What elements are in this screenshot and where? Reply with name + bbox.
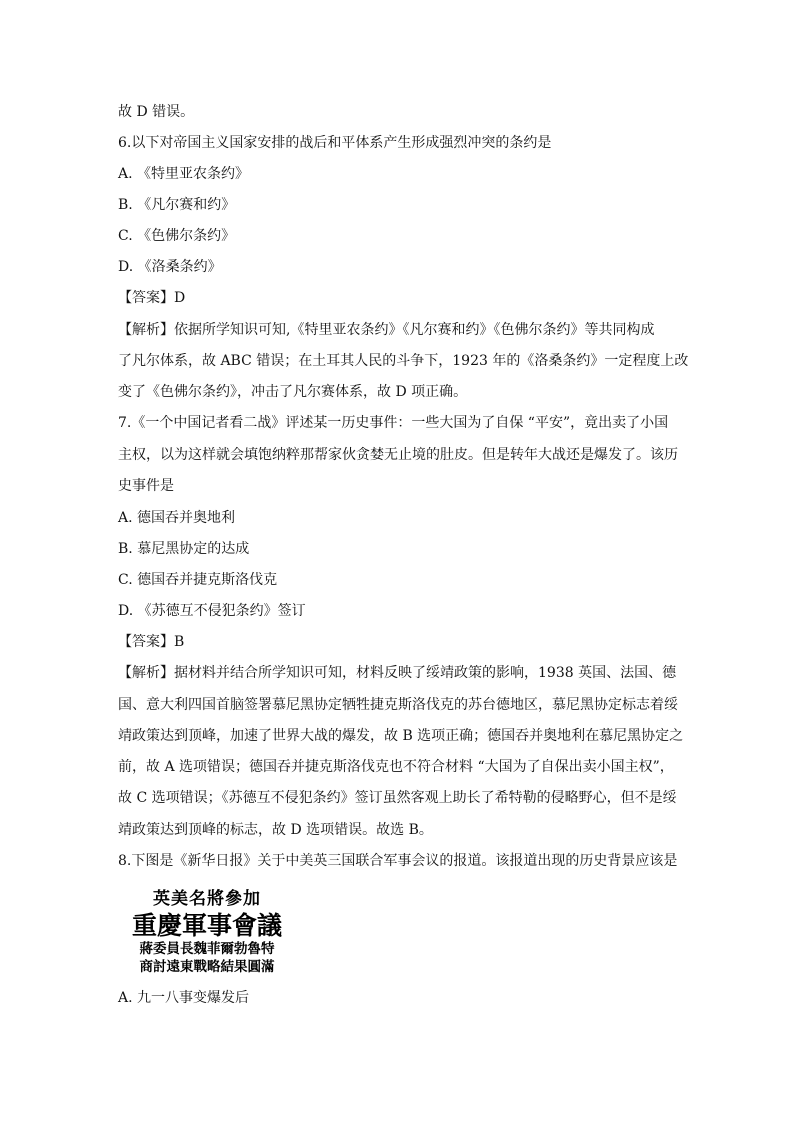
question-6-option-a: A. 《特里亚农条约》: [118, 166, 250, 182]
question-7-analysis-line-6: 靖政策达到顶峰的标志，故 D 选项错误。故选 B。: [118, 822, 433, 838]
question-6-stem: 6.以下对帝国主义国家安排的战后和平体系产生形成强烈冲突的条约是: [118, 135, 552, 151]
question-7-option-c: C. 德国吞并捷克斯洛伐克: [118, 572, 278, 588]
question-6-analysis-line-1: 【解析】依据所学知识可知,《特里亚农条约》《凡尔赛和约》《色佛尔条约》等共同构成: [118, 322, 655, 338]
text-line: 故 D 错误。: [118, 104, 195, 120]
question-6-analysis-line-2: 了凡尔体系，故 ABC 错误；在土耳其人民的斗争下，1923 年的《洛桑条约》一定程度上改: [118, 353, 689, 369]
question-6-option-c: C. 《色佛尔条约》: [118, 228, 236, 244]
question-7-option-b: B. 慕尼黑协定的达成: [118, 541, 250, 557]
question-7-analysis-line-2: 国、意大利四国首脑签署慕尼黑协定牺牲捷克斯洛伐克的苏台德地区，慕尼黑协定标志着绥: [118, 697, 678, 713]
question-7-analysis-line-5: 故 C 选项错误；《苏德互不侵犯条约》签订虽然客观上助长了希特勒的侵略野心，但不是绥: [118, 790, 677, 806]
question-7-answer: 【答案】B: [118, 634, 185, 650]
question-6-analysis-line-3: 变了《色佛尔条约》，冲击了凡尔赛体系，故 D 项正确。: [118, 384, 468, 400]
headline-row-1: 英美名將參加: [153, 889, 261, 909]
question-7-option-d: D. 《苏德互不侵犯条约》签订: [118, 603, 306, 619]
headline-row-4: 商討遠東戰略結果圓滿: [139, 959, 275, 975]
question-6-answer: 【答案】D: [118, 290, 186, 306]
newspaper-headline-image: [118, 884, 296, 975]
question-7-option-a: A. 德国吞并奥地利: [118, 510, 236, 526]
question-7-stem-line-2: 主权，以为这样就会填饱纳粹那帮家伙贪婪无止境的肚皮。但是转年大战还是爆发了。该历: [118, 447, 678, 463]
headline-row-2: 重慶軍事會議: [131, 911, 282, 940]
question-8-option-a: A. 九一八事变爆发后: [118, 990, 250, 1006]
question-7-analysis-line-4: 前，故 A 选项错误；德国吞并捷克斯洛伐克也不符合材料 “大国为了自保出卖小国主权”，: [118, 759, 674, 775]
question-6-option-d: D. 《洛桑条约》: [118, 259, 222, 275]
question-6-option-b: B. 《凡尔赛和约》: [118, 197, 236, 213]
question-8-stem: 8.下图是《新华日报》关于中美英三国联合军事会议的报道。该报道出现的历史背景应该是: [118, 853, 678, 869]
headline-row-3: 蔣委員長魏菲爾勃魯特: [139, 941, 275, 957]
question-7-analysis-line-1: 【解析】据材料并结合所学知识可知，材料反映了绥靖政策的影响，1938 英国、法国、德: [118, 665, 677, 681]
question-7-stem-line-1: 7.《一个中国记者看二战》评述某一历史事件：一些大国为了自保 “平安”，竟出卖了小国: [118, 415, 669, 431]
question-7-analysis-line-3: 靖政策达到顶峰，加速了世界大战的爆发，故 B 选项正确；德国吞并奥地利在慕尼黑协定之: [118, 728, 684, 744]
question-7-stem-line-3: 史事件是: [118, 478, 174, 494]
